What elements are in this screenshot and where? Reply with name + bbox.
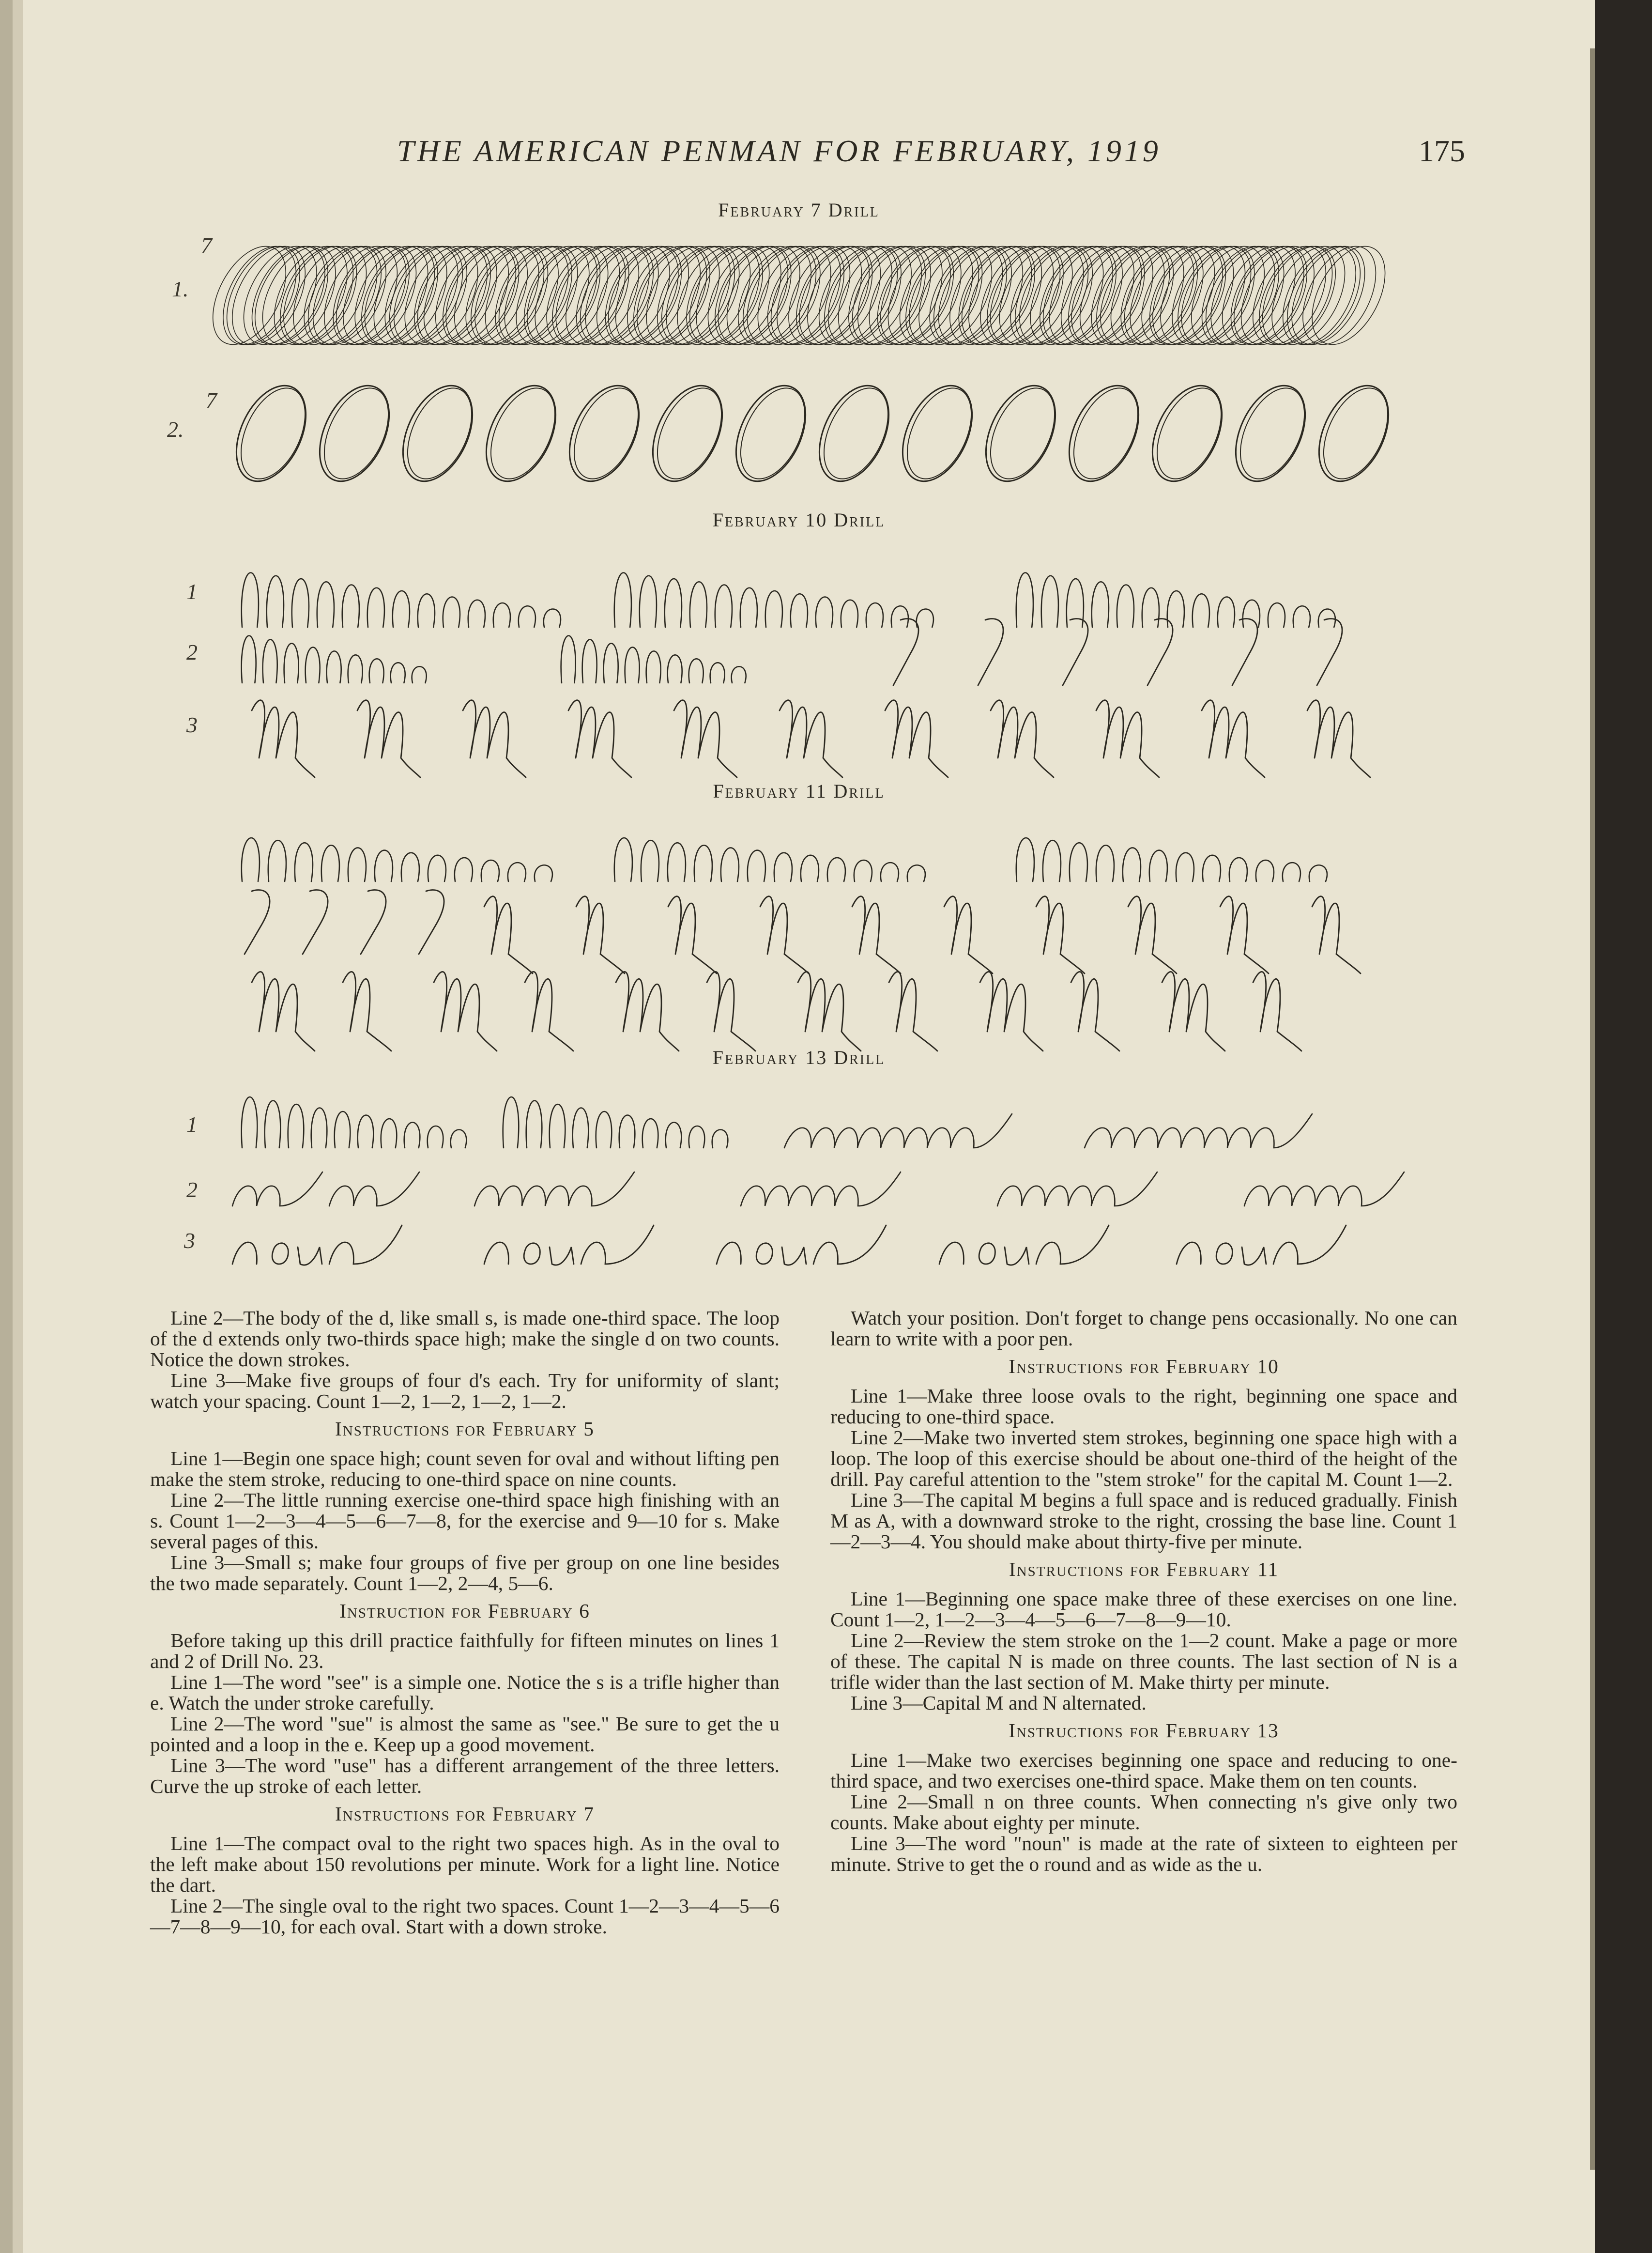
drill-row-number: 1 bbox=[186, 579, 198, 604]
instruction-paragraph: Line 2—The body of the d, like small s, is made one-third space. The loop of the d extends only two-thirds space high; make the single d on two counts. Notice the down strokes. bbox=[150, 1307, 780, 1371]
instructions-heading: Instructions for February 11 bbox=[1009, 1558, 1279, 1580]
drill-row-number: 2. bbox=[167, 417, 184, 442]
instructions-heading: Instructions for February 7 bbox=[335, 1803, 595, 1825]
drill-row-number: 3 bbox=[184, 1228, 195, 1253]
reducing-exercise-row bbox=[213, 1075, 1443, 1157]
m-and-n-alternated-row bbox=[213, 949, 1443, 1046]
drill-row-number: 3 bbox=[186, 712, 198, 737]
instruction-paragraph: Line 1—The word "see" is a simple one. Notice the s is a trifle higher than e. Watch the under stroke carefully. bbox=[150, 1671, 780, 1714]
instruction-paragraph: Line 3—Capital M and N alternated. bbox=[851, 1692, 1147, 1714]
instructions-heading: Instructions for February 13 bbox=[1009, 1719, 1279, 1742]
drill-row-number: 1. bbox=[172, 277, 189, 301]
count-mark: 7 bbox=[201, 233, 212, 258]
instruction-paragraph: Line 3—The capital M begins a full space and is reduced gradually. Finish M as A, with a downward stroke to the right, crossing the base line. Count 1—2—3—4. You should make about thirty-five per minute. bbox=[830, 1489, 1457, 1553]
instruction-paragraph: Line 2—The word "sue" is almost the same as "see." Be sure to get the u pointed and a loop in the e. Keep up a good movement. bbox=[150, 1713, 780, 1756]
instructions-heading: Instruction for February 6 bbox=[339, 1600, 590, 1622]
instruction-paragraph: Line 2—Review the stem stroke on the 1—2 count. Make a page or more of these. The capital N is made on three counts. The last section of N is a trifle wider than the last section of M. Make thirty per minute. bbox=[830, 1629, 1457, 1693]
book-spine-shadow bbox=[0, 0, 13, 2253]
count-mark: 7 bbox=[206, 388, 217, 413]
instruction-paragraph: Watch your position. Don't forget to change pens occasionally. No one can learn to write with a poor pen. bbox=[830, 1307, 1457, 1350]
page-number: 175 bbox=[1419, 134, 1465, 168]
left-text-column bbox=[150, 1308, 780, 1937]
running-title: THE AMERICAN PENMAN FOR FEBRUARY, 1919 bbox=[397, 134, 1161, 168]
instruction-paragraph: Line 3—The word "noun" is made at the rate of sixteen to eighteen per minute. Strive to get the o round and as wide as the u. bbox=[830, 1832, 1457, 1875]
instruction-paragraph: Line 2—Make two inverted stem strokes, beginning one space high with a loop. The loop of this exercise should be about one-third of the height of the drill. Pay careful attention to the "stem stroke" for the capital M. Count 1—2. bbox=[830, 1426, 1457, 1490]
drill-title-feb13: February 13 Drill bbox=[712, 1047, 886, 1068]
capital-m-row bbox=[213, 678, 1443, 775]
instruction-paragraph: Line 2—Small n on three counts. When connecting n's give only two counts. Make about eighty per minute. bbox=[830, 1790, 1457, 1834]
instruction-paragraph: Line 1—Beginning one space make three of these exercises on one line. Count 1—2, 1—2—3—4—5—6—7—8—9—10. bbox=[830, 1588, 1457, 1631]
instruction-paragraph: Line 3—Make five groups of four d's each. Try for uniformity of slant; watch your spacing. Count 1—2, 1—2, 1—2, 1—2. bbox=[150, 1369, 780, 1412]
drill-row-number: 2 bbox=[186, 1177, 198, 1202]
page-gutter bbox=[13, 0, 23, 2253]
drill-title-feb10: February 10 Drill bbox=[712, 509, 886, 531]
scan-border bbox=[1595, 0, 1652, 2253]
compact-oval-drill bbox=[213, 232, 1443, 363]
instruction-paragraph: Line 1—Make two exercises beginning one space and reducing to one-third space, and two exercises one-third space. Make them on ten counts. bbox=[830, 1749, 1457, 1792]
instruction-paragraph: Line 1—The compact oval to the right two spaces high. As in the oval to the left make about 150 revolutions per minute. Work for a light line. Notice the dart. bbox=[150, 1832, 780, 1896]
noun-word-row bbox=[213, 1201, 1443, 1274]
drill-title-feb7: February 7 Drill bbox=[718, 199, 880, 221]
instruction-paragraph: Line 1—Begin one space high; count seven for oval and without lifting pen make the stem stroke, reducing to one-third space on nine counts. bbox=[150, 1447, 780, 1490]
right-text-column bbox=[830, 1308, 1457, 1875]
drill-row-number: 1 bbox=[186, 1112, 198, 1137]
instruction-paragraph: Line 3—The word "use" has a different arrangement of the three letters. Curve the up stroke of each letter. bbox=[150, 1754, 780, 1797]
instruction-paragraph: Line 1—Make three loose ovals to the right, beginning one space and reducing to one-third space. bbox=[830, 1385, 1457, 1428]
page-edge bbox=[1590, 48, 1595, 2170]
instruction-paragraph: Before taking up this drill practice faithfully for fifteen minutes on lines 1 and 2 of Drill No. 23. bbox=[150, 1629, 780, 1672]
single-oval-drill bbox=[213, 373, 1443, 494]
drill-row-number: 2 bbox=[186, 640, 198, 664]
instructions-heading: Instructions for February 10 bbox=[1009, 1355, 1279, 1377]
instruction-paragraph: Line 3—Small s; make four groups of five per group on one line besides the two made separately. Count 1—2, 2—4, 5—6. bbox=[150, 1551, 780, 1594]
instructions-heading: Instructions for February 5 bbox=[335, 1418, 595, 1440]
drill-title-feb11: February 11 Drill bbox=[713, 780, 885, 802]
instruction-paragraph: Line 2—The little running exercise one-third space high finishing with an s. Count 1—2—3—4—5—6—7—8, for the exercise and 9—10 for s. Make several pages of this. bbox=[150, 1489, 780, 1553]
instruction-paragraph: Line 2—The single oval to the right two spaces. Count 1—2—3—4—5—6—7—8—9—10, for each oval. Start with a down stroke. bbox=[150, 1895, 780, 1938]
